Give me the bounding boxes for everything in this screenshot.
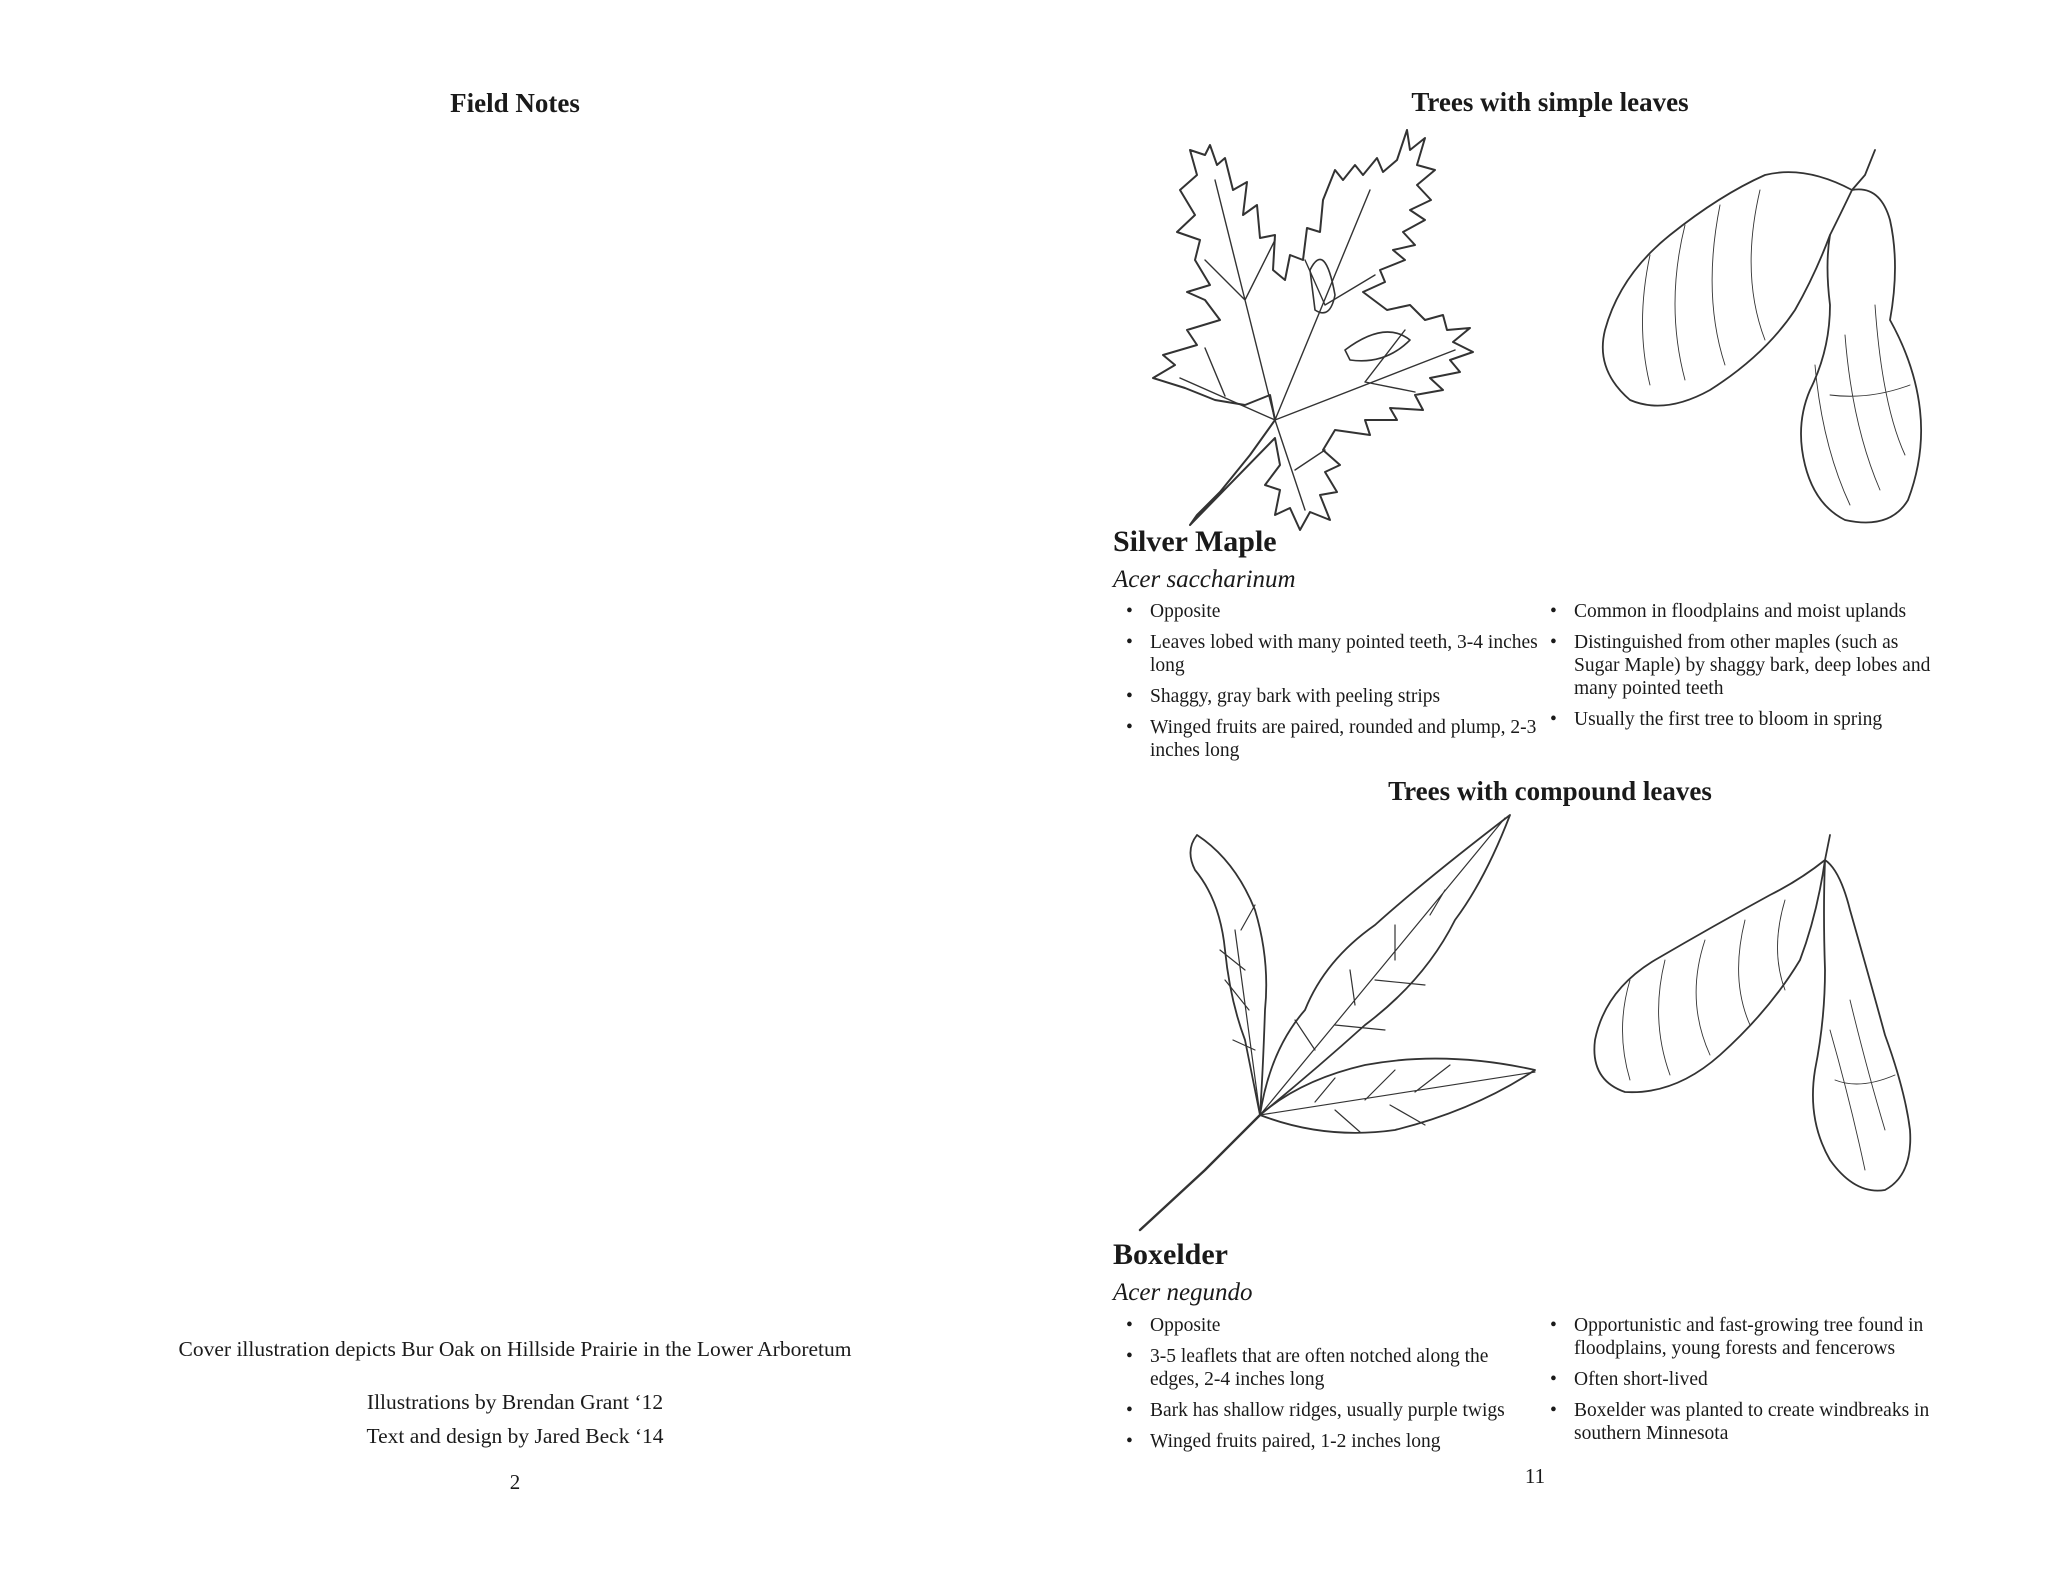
boxelder-facts-right [1538, 1314, 1963, 1453]
list-item: • Common in floodplains and moist uplands [1538, 600, 1938, 623]
species-name-boxelder: Boxelder [1113, 1238, 1228, 1271]
species-name-silver-maple: Silver Maple [1113, 525, 1277, 558]
right-page-number: 11 [1524, 1464, 1546, 1488]
silver-maple-facts-right [1538, 600, 1938, 739]
list-item: • Leaves lobed with many pointed teeth, 3-4 inches long [1114, 631, 1544, 677]
list-item: • Opportunistic and fast-growing tree found in floodplains, young forests and fencerows [1538, 1314, 1963, 1360]
list-item: • Usually the first tree to bloom in spring [1538, 708, 1938, 731]
section-heading-compound-leaves: Trees with compound leaves [1388, 776, 1712, 806]
boxelder-facts-left [1114, 1314, 1534, 1461]
cover-illustration-note: Cover illustration depicts Bur Oak on Hillside Prairie in the Lower Arboretum [178, 1337, 852, 1361]
list-item: • Often short-lived [1538, 1368, 1963, 1391]
list-item: • Boxelder was planted to create windbreaks in southern Minnesota [1538, 1399, 1963, 1445]
list-item: • Shaggy, gray bark with peeling strips [1114, 685, 1544, 708]
illustrations-credit: Illustrations by Brendan Grant ‘12 [366, 1390, 664, 1414]
list-item: • Opposite [1114, 600, 1544, 623]
left-page-title: Field Notes [450, 88, 580, 118]
silver-maple-leaf-illustration [1125, 120, 1555, 540]
left-page-number: 2 [509, 1470, 521, 1494]
text-design-credit: Text and design by Jared Beck ‘14 [366, 1424, 664, 1448]
list-item: • Distinguished from other maples (such as Sugar Maple) by shaggy bark, deep lobes and many pointed teeth [1538, 631, 1938, 700]
list-item: • Bark has shallow ridges, usually purple twigs [1114, 1399, 1534, 1422]
silver-maple-facts-left [1114, 600, 1544, 770]
list-item: • 3-5 leaflets that are often notched along the edges, 2-4 inches long [1114, 1345, 1534, 1391]
list-item: • Winged fruits paired, 1-2 inches long [1114, 1430, 1534, 1453]
species-latin-boxelder: Acer negundo [1113, 1279, 1253, 1306]
list-item: • Opposite [1114, 1314, 1534, 1337]
boxelder-samara-illustration [1585, 830, 1970, 1210]
section-heading-simple-leaves: Trees with simple leaves [1411, 87, 1689, 117]
list-item: • Winged fruits are paired, rounded and plump, 2-3 inches long [1114, 716, 1544, 762]
boxelder-leaf-illustration [1125, 810, 1565, 1240]
silver-maple-samara-illustration [1590, 145, 1970, 530]
species-latin-silver-maple: Acer saccharinum [1113, 566, 1296, 593]
